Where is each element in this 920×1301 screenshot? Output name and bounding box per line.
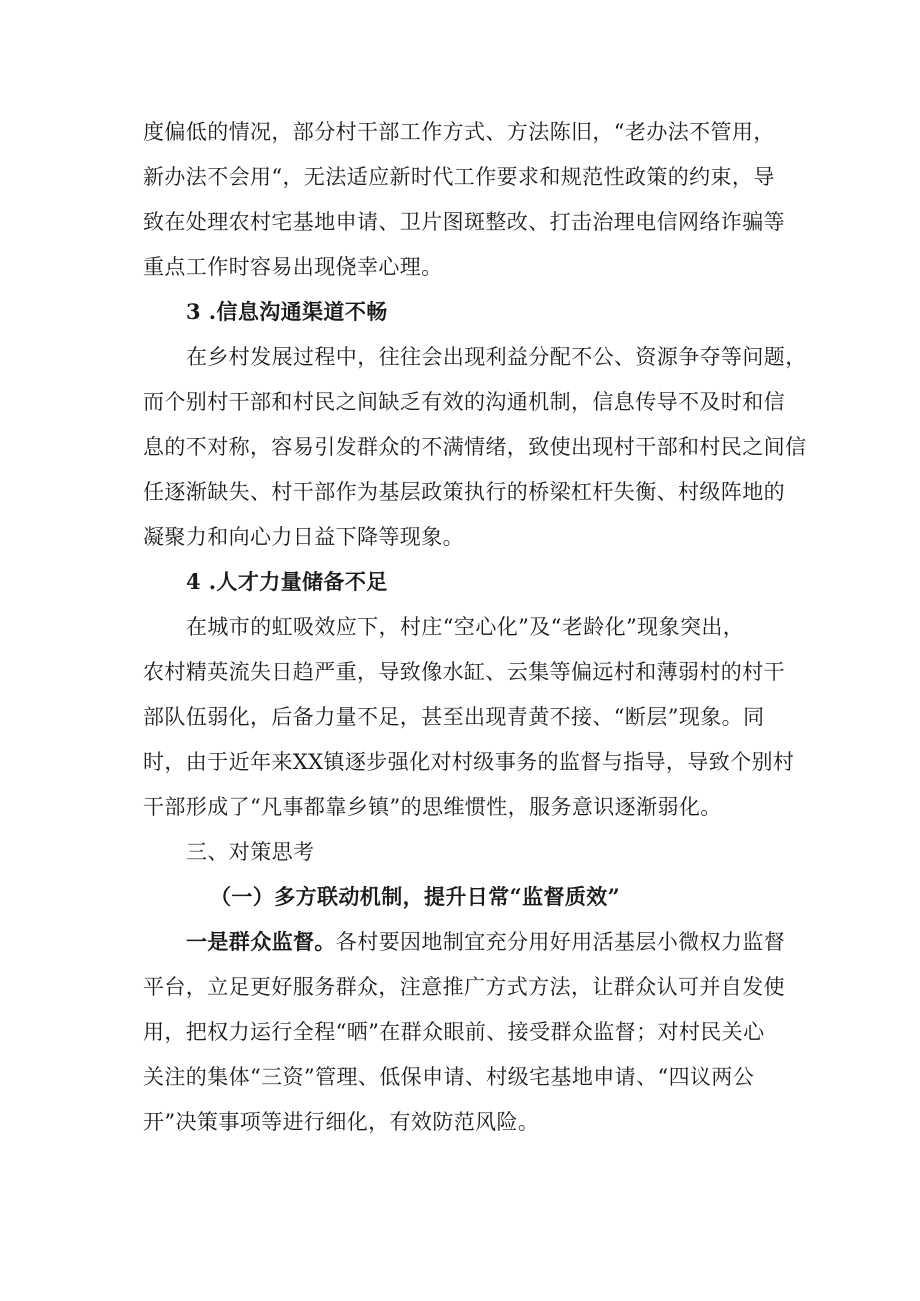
subsection-heading: （一）多方联动机制，提升日常“监督质效”: [210, 884, 621, 909]
section-heading-4: 4 .人才力量储备不足: [186, 569, 388, 594]
body-line: 部队伍弱化，后备力量不足，甚至出现青黄不接、“断层”现象。同: [143, 705, 765, 729]
paragraph-lead: 一是群众监督。: [186, 929, 336, 954]
body-line: 关注的集体“三资”管理、低保申请、村级宅基地申请、“四议两公: [143, 1065, 755, 1089]
body-line: 农村精英流失日趋严重，导致像水缸、云集等偏远村和薄弱村的村干: [143, 660, 785, 684]
body-line: 用，把权力运行全程“晒”在群众眼前、接受群众监督；对村民关心: [143, 1020, 765, 1044]
body-line: 平台，立足更好服务群众，注意推广方式方法，让群众认可并自发使: [143, 975, 785, 999]
body-line: 凝聚力和向心力日益下降等现象。: [143, 525, 464, 549]
body-line: 任逐渐缺失、村干部作为基层政策执行的桥梁杠杆失衡、村级阵地的: [143, 480, 785, 504]
body-line: 时，由于近年来XX镇逐步强化对村级事务的监督与指导，导致个别村: [143, 750, 795, 774]
body-line: 在城市的虹吸效应下，村庄“空心化”及“老龄化”现象突出，: [186, 615, 745, 639]
body-line: 致在处理农村宅基地申请、卫片图斑整改、打击治理电信网络诈骗等: [143, 210, 785, 234]
body-line: 息的不对称，容易引发群众的不满情绪，致使出现村干部和村民之间信: [143, 435, 807, 459]
section-heading-3: 3 .信息沟通渠道不畅: [186, 299, 388, 324]
body-line: 开”决策事项等进行细化，有效防范风险。: [143, 1110, 540, 1134]
body-line: 在乡村发展过程中，往往会出现利益分配不公、资源争夺等问题，: [186, 345, 807, 369]
body-line: 而个别村干部和村民之间缺乏有效的沟通机制，信息传导不及时和信: [143, 390, 785, 414]
chapter-heading: 三、对策思考: [186, 840, 315, 864]
body-line: [0, 927, 920, 957]
body-line: 干部形成了“凡事都靠乡镇”的思维惯性，服务意识逐渐弱化。: [143, 795, 722, 819]
body-line: 度偏低的情况，部分村干部工作方式、方法陈旧，“老办法不管用，: [143, 120, 775, 144]
body-line: 重点工作时容易出现侥幸心理。: [143, 255, 443, 279]
paragraph-text: 各村要因地制宜充分用好用活基层小微权力监督: [335, 930, 786, 954]
body-line: 新办法不会用“，无法适应新时代工作要求和规范性政策的约束，导: [143, 165, 775, 189]
